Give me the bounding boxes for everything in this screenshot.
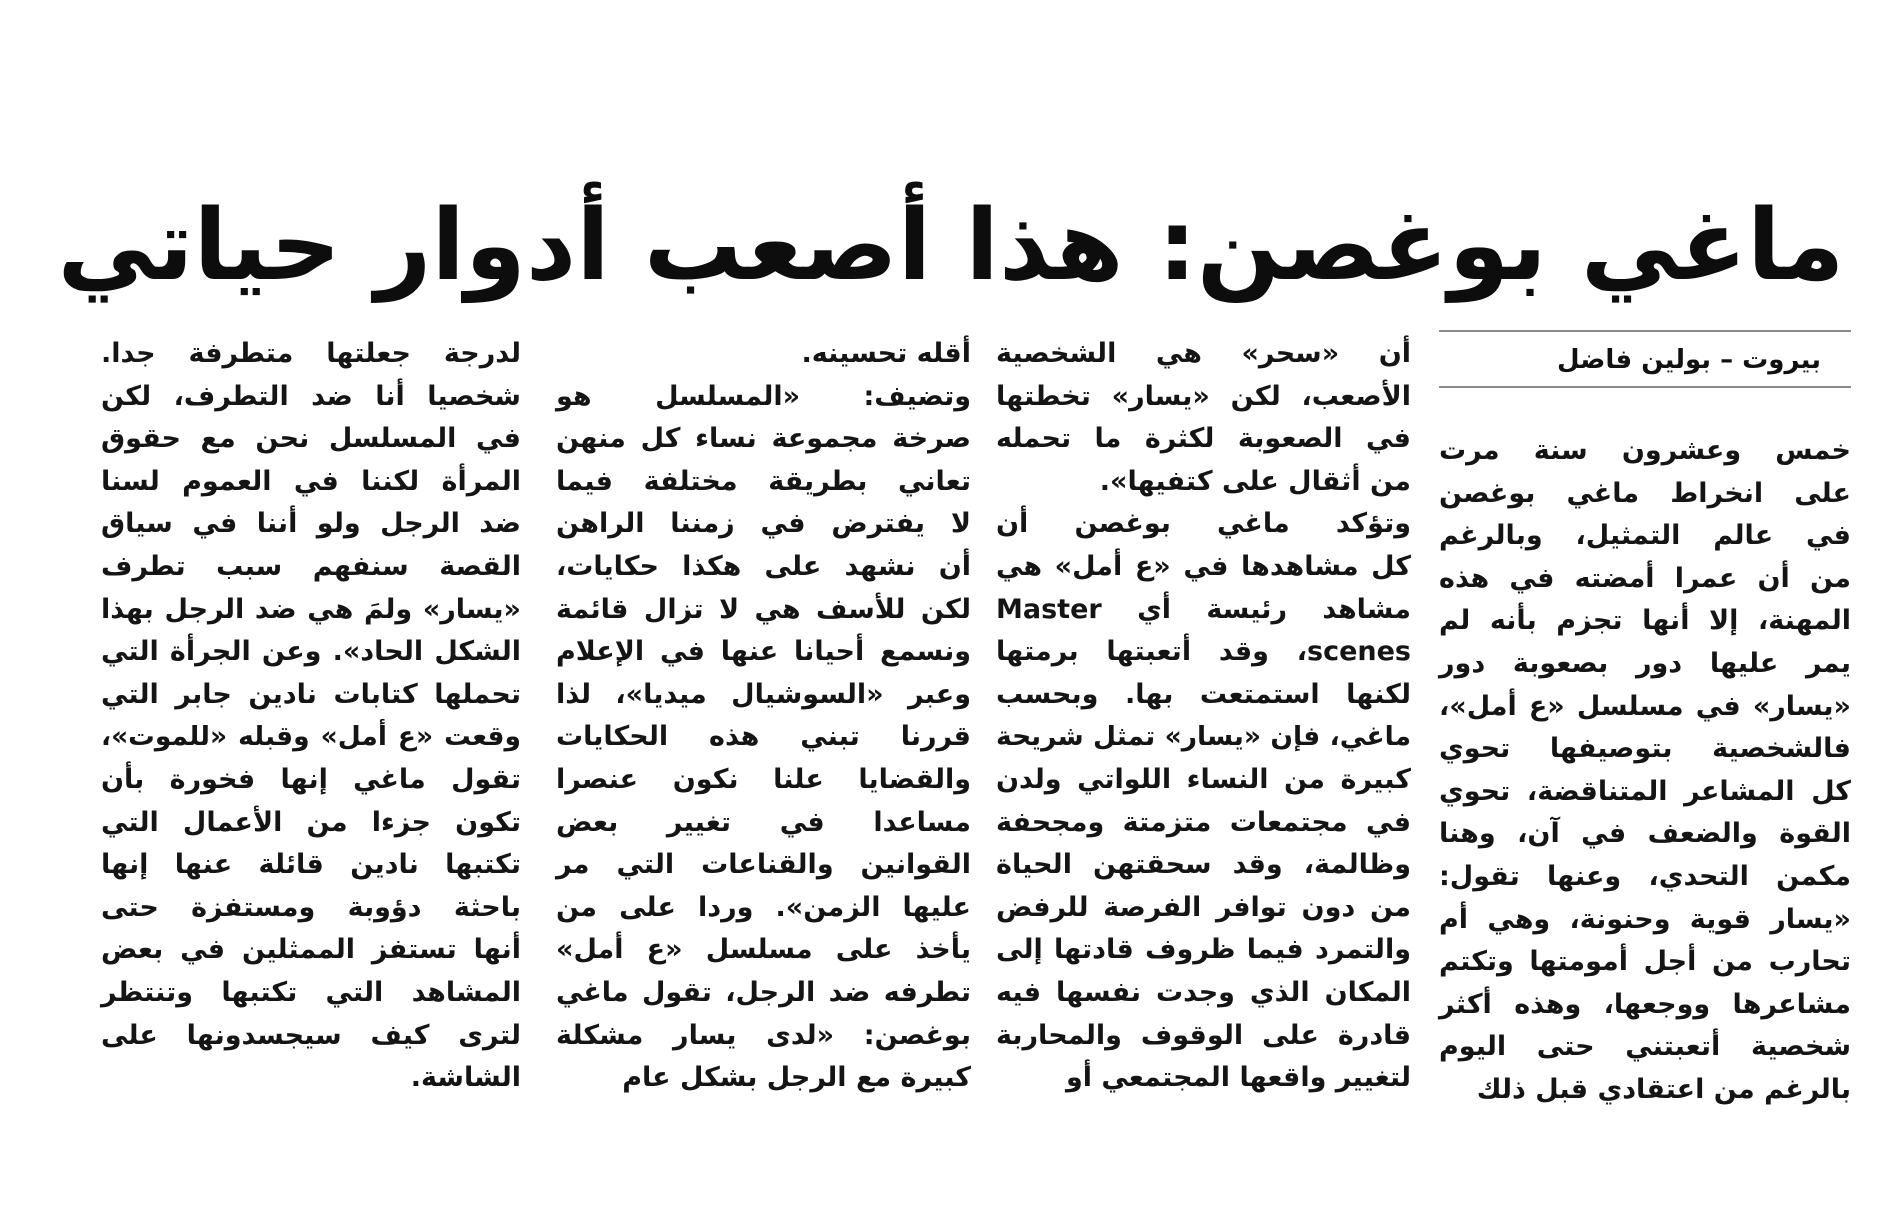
article-line: لا يفترض في زمننا الراهن <box>556 508 971 540</box>
article-byline: بيروت – بولين فاضل <box>1557 345 1821 375</box>
article-line: المشاهد التي تكتبها وتنتظر <box>101 976 521 1008</box>
article-line: القصة سنفهم سبب تطرف <box>101 550 521 582</box>
article-line: كبيرة من النساء اللواتي ولدن <box>996 763 1411 795</box>
article-line: تكون جزءا من الأعمال التي <box>101 806 521 838</box>
article-line: لكن للأسف هي لا تزال قائمة <box>556 593 971 625</box>
article-line: باحثة دؤوبة ومستفزة حتى <box>101 891 521 923</box>
article-column-1 <box>1439 430 1851 1112</box>
byline-bottom-rule <box>1439 386 1851 388</box>
article-line: الشاشة. <box>410 1062 521 1094</box>
article-line: أقله تحسينه. <box>801 338 971 369</box>
article-line: قررنا تبني هذه الحكايات <box>556 721 971 753</box>
article-column-4 <box>101 333 521 1100</box>
article-line: في المسلسل نحن مع حقوق <box>101 423 521 455</box>
article-line: ماغي، فإن «يسار» تمثل شريحة <box>996 721 1411 753</box>
article-line: كل المشاعر المتناقضة، تحوي <box>1439 775 1851 807</box>
article-line: والقضايا علنا نكون عنصرا <box>556 763 971 795</box>
article-line: scenes، وقد أتعبتها برمتها <box>996 636 1411 668</box>
article-line: لترى كيف سيجسدونها على <box>101 1019 521 1051</box>
article-line: مكمن التحدي، وعنها تقول: <box>1439 860 1851 892</box>
article-line: ونسمع أحيانا عنها في الإعلام <box>556 636 971 668</box>
article-line: شخصية أتعبتني حتى اليوم <box>1439 1031 1851 1063</box>
article-line: من أن عمرا أمضته في هذه <box>1439 562 1851 594</box>
article-line: بالرغم من اعتقادي قبل ذلك <box>1476 1073 1851 1105</box>
article-line: القوانين والقناعات التي مر <box>556 849 971 881</box>
article-line: وظالمة، وقد سحقتهن الحياة <box>996 849 1411 881</box>
article-line: تحملها كتابات نادين جابر التي <box>101 678 521 710</box>
article-line: تقول ماغي إنها فخورة بأن <box>101 763 521 795</box>
article-line: عليها الزمن». وردا على من <box>556 891 971 923</box>
article-line: لتغيير واقعها المجتمعي أو <box>1065 1062 1411 1094</box>
article-line: في الصعوبة لكثرة ما تحمله <box>996 423 1411 455</box>
article-line: فالشخصية بتوصيفها تحوي <box>1439 733 1851 765</box>
article-line: والتمرد فيما ظروف قادتها إلى <box>996 934 1411 966</box>
byline-top-rule <box>1439 330 1851 332</box>
article-line: القوة والضعف في آن، وهنا <box>1439 818 1851 850</box>
article-line: وتضيف: «المسلسل هو <box>556 380 971 412</box>
article-headline: ماغي بوغصن: هذا أصعب أدوار حياتي <box>57 188 1845 303</box>
article-line: لكنها استمتعت بها. وبحسب <box>996 678 1411 710</box>
article-line: المرأة لكننا في العموم لسنا <box>101 465 521 497</box>
article-line: الشكل الحاد». وعن الجرأة التي <box>101 636 521 668</box>
article-line: من دون توافر الفرصة للرفض <box>996 891 1411 923</box>
article-column-3 <box>556 333 971 1100</box>
article-line: أن نشهد على هكذا حكايات، <box>556 550 971 582</box>
article-column-2 <box>996 333 1411 1100</box>
article-line: «يسار» ولمَ هي ضد الرجل بهذا <box>101 593 521 625</box>
article-line: تحارب من أجل أمومتها وتكتم <box>1439 946 1851 978</box>
article-line: المكان الذي وجدت نفسها فيه <box>996 976 1411 1008</box>
article-line: ضد الرجل ولو أننا في سياق <box>101 508 521 540</box>
article-line: على انخراط ماغي بوغصن <box>1439 477 1851 509</box>
article-line: وقعت «ع أمل» وقبله «للموت»، <box>101 721 521 753</box>
article-line: المهنة، إلا أنها تجزم بأنه لم <box>1439 605 1851 637</box>
article-line: وتؤكد ماغي بوغصن أن <box>996 508 1411 540</box>
article-line: مساعدا في تغيير بعض <box>556 806 971 838</box>
article-line: يأخذ على مسلسل «ع أمل» <box>556 934 971 966</box>
article-line: «يسار» في مسلسل «ع أمل»، <box>1439 690 1851 722</box>
article-line: في مجتمعات متزمتة ومجحفة <box>996 806 1411 838</box>
article-line: لدرجة جعلتها متطرفة جدا. <box>101 338 521 369</box>
article-line: كبيرة مع الرجل بشكل عام <box>622 1062 971 1094</box>
article-line: كل مشاهدها في «ع أمل» هي <box>996 550 1411 582</box>
article-line: بوغصن: «لدى يسار مشكلة <box>556 1019 971 1051</box>
article-line: تكتبها نادين قائلة عنها إنها <box>101 849 521 881</box>
article-line: شخصيا أنا ضد التطرف، لكن <box>101 380 521 412</box>
article-line: قادرة على الوقوف والمحاربة <box>996 1019 1411 1051</box>
article-line: أن «سحر» هي الشخصية <box>996 338 1411 369</box>
article-line: تعاني بطريقة مختلفة فيما <box>556 465 971 497</box>
article-line: خمس وعشرون سنة مرت <box>1439 435 1851 466</box>
article-line: من أثقال على كتفيها». <box>1099 465 1411 497</box>
article-line: يمر عليها دور بصعوبة دور <box>1439 647 1851 679</box>
article-line: صرخة مجموعة نساء كل منهن <box>556 423 971 455</box>
article-line: في عالم التمثيل، وبالرغم <box>1439 520 1851 552</box>
article-line: مشاهد رئيسة أي Master <box>996 593 1411 625</box>
article-line: مشاعرها ووجعها، وهذه أكثر <box>1439 988 1851 1020</box>
article-line: وعبر «السوشيال ميديا»، لذا <box>556 678 971 710</box>
article-line: «يسار قوية وحنونة، وهي أم <box>1439 903 1851 935</box>
article-line: أنها تستفز الممثلين في بعض <box>101 934 521 966</box>
article-line: تطرفه ضد الرجل، تقول ماغي <box>556 976 971 1008</box>
article-line: الأصعب، لكن «يسار» تخطتها <box>996 380 1411 412</box>
